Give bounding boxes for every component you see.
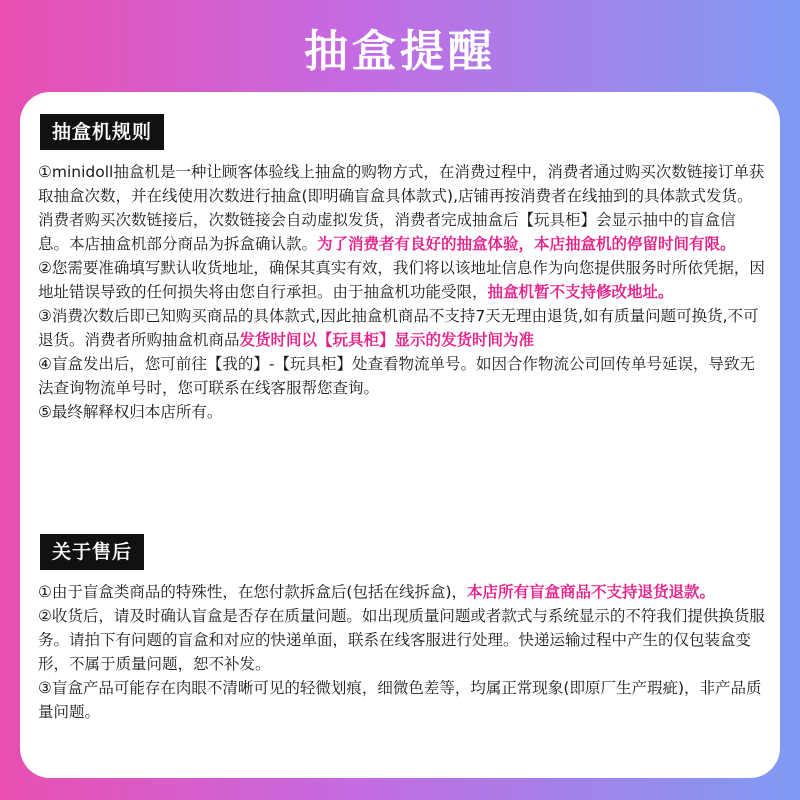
rules-section-label: 抽盒机规则 [40,114,164,150]
rules-item-text: ⑤最终解释权归本店所有。 [38,403,223,421]
rules-item-5 [38,400,766,424]
after-sales-section-body [38,580,766,724]
after-sales-item-text: ②收货后，请及时确认盲盒是否存在质量问题。如出现质量问题或者款式与系统显示的不符我们提供换货服务。请拍下有问题的盲盒和对应的快递单面，联系在线客服进行处理。快递运输过程中产生的仅包装盒变形，不属于质量问题，恕不补发。 [38,607,765,673]
rules-item-text: ④盲盒发出后，您可前往【我的】-【玩具柜】处查看物流单号。如因合作物流公司回传单号延误，导致无法查询物流单号时，您可联系在线客服帮您查询。 [38,355,755,397]
rules-item-highlight: 发货时间以【玩具柜】显示的发货时间为准 [239,331,535,349]
rules-item-text: ②您需要准确填写默认收货地址，确保其真实有效，我们将以该地址信息作为向您提供服务时所依凭据，因地址错误导致的任何损失将由您自行承担。由于抽盒机功能受限， [38,259,765,301]
rules-item-2 [38,256,766,304]
notice-card [20,92,780,778]
rules-item-highlight: 抽盒机暂不支持修改地址。 [487,283,674,301]
rules-item-highlight: 为了消费者有良好的抽盒体验，本店抽盒机的停留时间有限。 [317,235,736,253]
rules-section-body [38,160,766,424]
page-title: 抽盒提醒 [304,26,496,77]
rules-item-4 [38,352,766,400]
rules-item-text: ③消费次数后即已知购买商品的具体款式,因此抽盒机商品不支持7天无理由退货,如有质量问题可换货,不可退货。消费者所购抽盒机商品 [38,307,759,349]
after-sales-item-1 [38,580,766,604]
rules-item-1 [38,160,766,256]
after-sales-section-label: 关于售后 [40,534,144,570]
rules-item-text: ①minidoll抽盒机是一种让顾客体验线上抽盒的购物方式，在消费过程中，消费者通过购买次数链接订单获取抽盒次数，并在线使用次数进行抽盒(即明确盲盒具体款式),店铺再按消费者在线抽到的具体款式发货。消费者购买次数链接后，次数链接会自动虚拟发货，消费者完成抽盒后【玩具柜】会显示抽中的盲盒信息。本店抽盒机部分商品为拆盒确认款。 [38,163,765,253]
after-sales-item-2 [38,604,766,676]
after-sales-item-highlight: 本店所有盲盒商品不支持退货退款。 [467,583,716,601]
rules-item-3 [38,304,766,352]
after-sales-item-text: ③盲盒产品可能存在肉眼不清晰可见的轻微划痕，细微色差等，均属正常现象(即原厂生产瑕疵)，非产品质量问题。 [38,679,762,721]
after-sales-item-3 [38,676,766,724]
after-sales-item-text: ①由于盲盒类商品的特殊性，在您付款拆盒后(包括在线拆盒)， [38,583,467,601]
